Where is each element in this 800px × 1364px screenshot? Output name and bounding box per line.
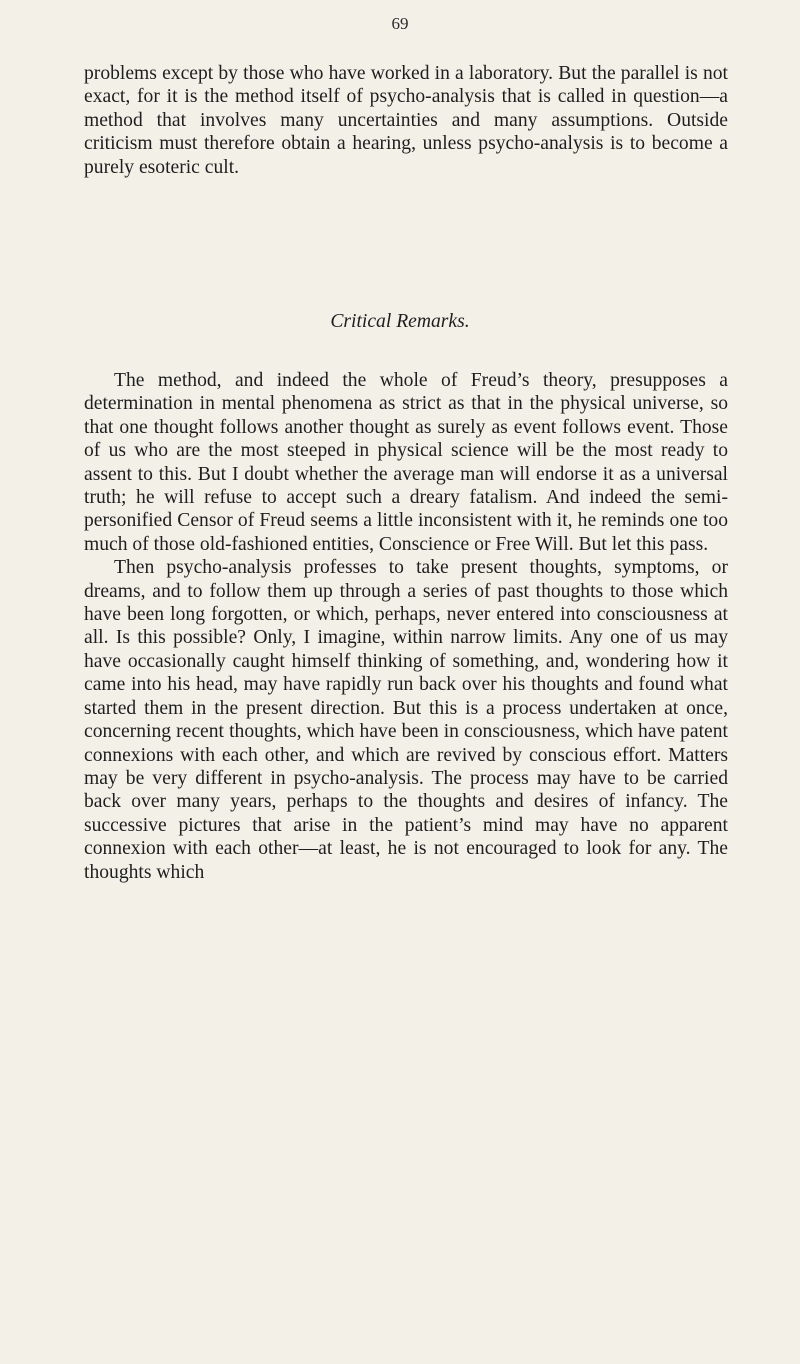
section-heading: Critical Remarks. xyxy=(330,311,470,332)
intro-text xyxy=(84,62,728,179)
body-text xyxy=(84,369,728,884)
paragraph: The method, and indeed the whole of Freud’s theory, presupposes a determination in mental phenomena as strict as that in the physical universe, so that one thought follows another thought as surely as event follows event. Those of us who are the most steeped in physical science will be the most ready to assent to this. But I doubt whether the average man will endorse it as a universal truth; he will refuse to accept such a dreary fatalism. And indeed the semi-personified Censor of Freud seems a little inconsistent with it, he reminds one too much of those old-fashioned entities, Conscience or Free Will. But let this pass. xyxy=(84,370,728,555)
intro-paragraph: problems except by those who have worked in a laboratory. But the parallel is not exact, for it is the method itself of psycho-analysis that is called in question—a method that involves many uncertainties and many assumptions. Outside criticism must therefore obtain a hearing, unless psycho-analysis is to become a purely esoteric cult. xyxy=(84,63,728,178)
paragraph: Then psycho-analysis professes to take present thoughts, symptoms, or dreams, and to follow them up through a series of past thoughts to those which have been long forgotten, or which, perhaps, never entered into consciousness at all. Is this possible? Only, I imagine, within narrow limits. Any one of us may have occasionally caught himself thinking of something, and, wondering how it came into his head, may have rapidly run back over his thoughts and found what started them in the present direction. But this is a process undertaken at once, concerning recent thoughts, which have been in consciousness, which have patent connexions with each other, and which are revived by conscious effort. Matters may be very different in psycho-analysis. The process may have to be carried back over many years, perhaps to the thoughts and desires of infancy. The successive pictures that arise in the patient’s mind may have no apparent connexion with each other—at least, he is not encouraged to look for any. The thoughts which xyxy=(84,557,728,883)
page-number: 69 xyxy=(391,14,409,33)
